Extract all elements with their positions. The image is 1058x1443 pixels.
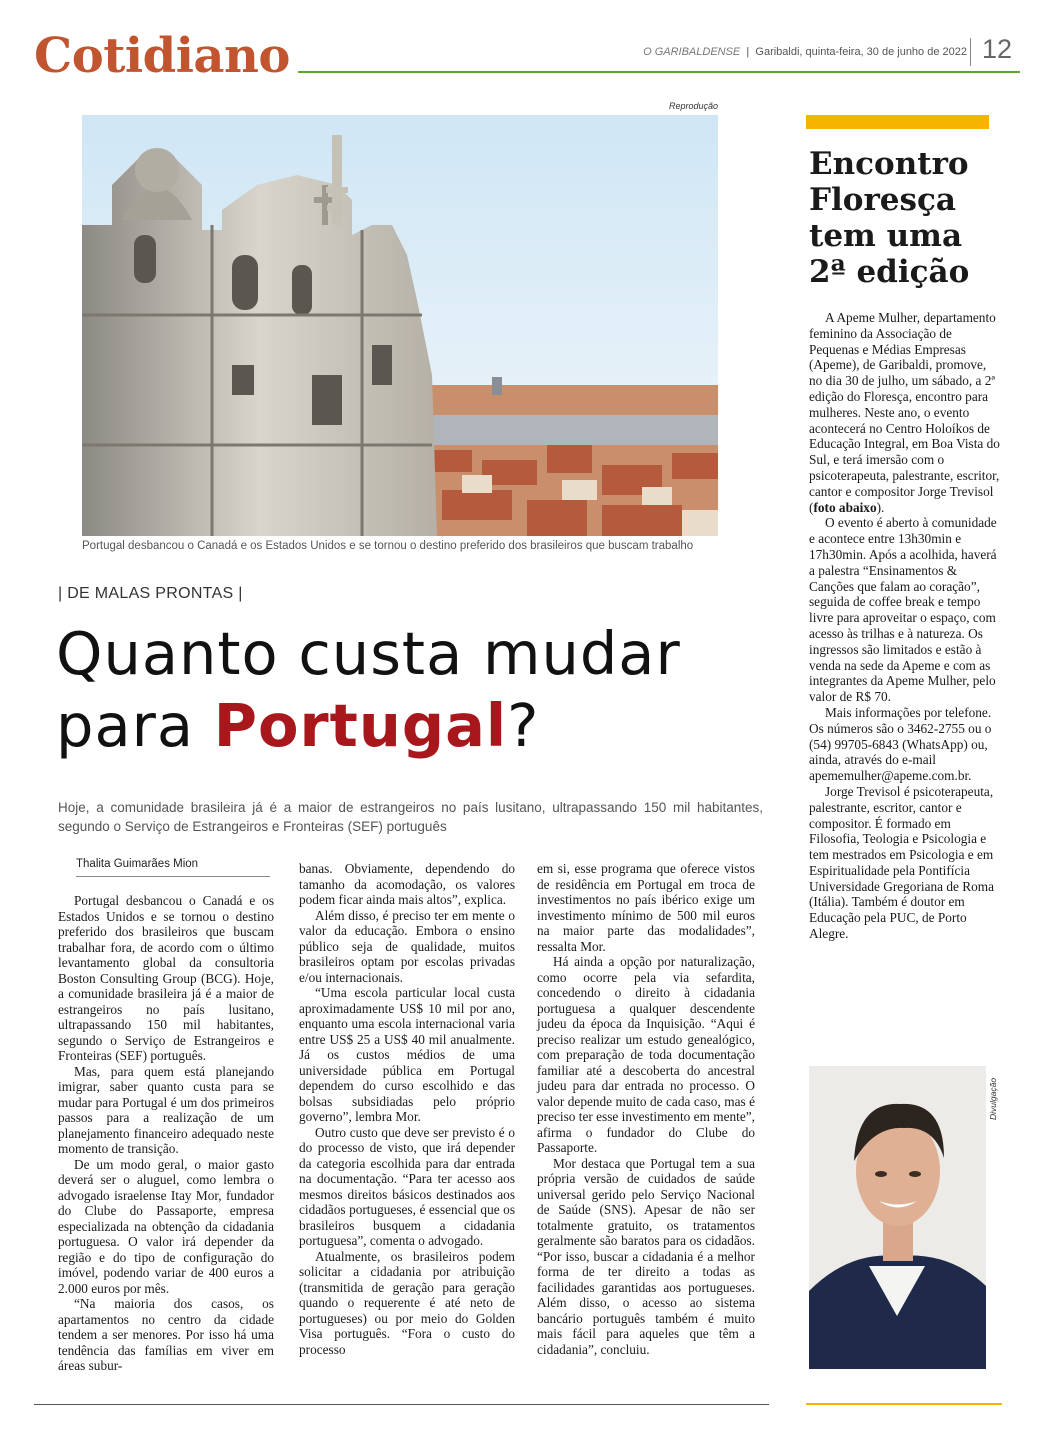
paragraph: De um modo geral, o maior gasto deverá ser o aluguel, como lembra o advogado israelense Itay Mor, fundador do Clube do Passaporte, empresa especializada na obtenção da cidadania portuguesa. O valor irá depender da região e do tipo de configuração do imóvel, podendo variar de 400 euros a 2.000 euros por mês.: [58, 1156, 274, 1296]
paragraph: “Uma escola particular local custa aproximadamente US$ 10 mil por ano, enquanto uma escola internacional varia entre US$ 25 a US$ 40 mil anualmente. Já os custos médios de uma universidade pública em Portugal dependem do curso escolhido e das bolsas subsidiadas pelo próprio governo”, lembra Mor.: [299, 985, 515, 1124]
paragraph: Portugal desbancou o Canadá e os Estados Unidos e se tornou o destino preferido dos brasileiros que buscam trabalhar fora, de acordo com o último levantamento global da consultoria Boston Consulting Group (BCG). Hoje, a comunidade brasileira já é a maior de estrangeiros no país lusitano, ultrapassando 150 mil habitantes, segundo o Serviço de Estrangeiros e Fronteiras (SEF) português.: [58, 893, 274, 1063]
byline: Thalita Guimarães Mion: [76, 858, 199, 870]
article-headline: [56, 618, 756, 762]
sidebar-photo-credit: Divulgação: [988, 1077, 998, 1120]
paragraph: “Na maioria dos casos, os apartamentos no centro da cidade tendem a ser menores. Por isso há uma tendência das famílias em viver em áreas subur-: [58, 1296, 274, 1373]
church-illustration: [82, 115, 718, 536]
paragraph: em si, esse programa que oferece vistos de residência em Portugal em troca de investimentos no país ibérico exige um investimento mínimo de 500 mil euros na maior parte das modalidades”, ressalta Mor.: [537, 861, 755, 954]
masthead-separator: |: [743, 46, 753, 58]
portrait-illustration: [809, 1066, 986, 1369]
article-column-3: [537, 861, 755, 1357]
masthead: [555, 46, 967, 58]
sidebar-body: [809, 310, 1000, 942]
article-standfirst: Hoje, a comunidade brasileira já é a maior de estrangeiros no país lusitano, ultrapassando 150 mil habitantes, segundo o Serviço de Estrangeiros e Fronteiras (SEF) português: [58, 800, 763, 834]
sidebar-p1-text: A Apeme Mulher, departamento feminino da Associação de Pequenas e Médias Empresas (Apeme), de Garibaldi, promove, no dia 30 de julho, um sábado, a 2ª edição do Floresça, encontro para mulheres. Neste ano, o evento acontecerá no Centro Holoíkos de Educação Integral, em Boa Vista do Sul, e terá imersão com o psicoterapeuta, palestrante, escritor, cantor e compositor Jorge Trevisol (: [809, 310, 1000, 515]
dateline: Garibaldi, quinta-feira, 30 de junho de 2022: [755, 46, 967, 58]
headline-line-2: [56, 690, 756, 762]
photo-caption: Portugal desbancou o Canadá e os Estados Unidos e se tornou o destino preferido dos brasileiros que buscam trabalho: [82, 540, 694, 552]
headline-question-mark: ?: [507, 691, 540, 760]
paragraph: [809, 310, 1000, 515]
paragraph: Há ainda a opção por naturalização, como ocorre pela via sefardita, concedendo o direito à cidadania portuguesa a qualquer descendente judeu da época da Inquisição. “Aqui é preciso realizar um estudo genealógico, com preparação de toda documentação familiar até a descoberta do ancestral judeu para dar entrada no processo. O valor depende muito de cada caso, mas é preciso ter esse investimento em mente”, afirma o fundador do Clube do Passaporte.: [537, 954, 755, 1155]
paragraph: O evento é aberto à comunidade e acontece entre 13h30min e 17h30min. Após a acolhida, haverá a palestra “Ensinamentos & Canções que falam ao coração”, seguida de coffee break e tempo livre para aproveitar o espaço, com acesso às trilhas e à natureza. Os ingressos são limitados e estão à venda na sede da Apeme e com as integrantes da Apeme Mulher, pelo valor de R$ 70.: [809, 515, 997, 705]
paper-name: O GARIBALDENSE: [643, 46, 741, 58]
photo-credit: Reprodução: [668, 101, 718, 111]
sidebar-accent-bar: [806, 115, 989, 129]
sidebar-title: Encontro Floresça tem uma 2ª edição: [809, 146, 970, 290]
paragraph: Além disso, é preciso ter em mente o valor da educação. Embora o ensino público seja de qualidade, muitos brasileiros optam por escolas privadas e/ou internacionais.: [299, 907, 515, 985]
headline-line-2-start: para: [56, 691, 214, 760]
paragraph: Jorge Trevisol é psicoterapeuta, palestrante, escritor, cantor e compositor. É formado em Filosofia, Teologia e Psicologia e tem mestrados em Psicologia e em Espiritualidade pela Pontifícia Universidade Gregoriana de Roma (Itália). Também é doutor em Educação pela PUC, de Porto Alegre.: [809, 783, 994, 942]
paragraph: Outro custo que deve ser previsto é o do processo de visto, que irá depender da categoria escolhida para dar entrada na documentação. “Para ter acesso aos mesmos direitos básicos destinados aos cidadãos portugueses, é essencial que os brasileiros busquem a cidadania portuguesa”, comenta o advogado.: [299, 1124, 515, 1248]
sidebar-p1-bold: foto abaixo: [813, 499, 877, 515]
section-title: Cotidiano: [34, 28, 290, 84]
headline-highlight: Portugal: [213, 691, 508, 760]
article-kicker: | DE MALAS PRONTAS |: [58, 585, 243, 602]
page-number-divider: [970, 38, 971, 66]
byline-rule: [76, 876, 270, 877]
paragraph: Atualmente, os brasileiros podem solicitar a cidadania por atribuição (transmitida de geração para geração quando o requerente é até neto de portugueses) ou por meio do Golden Visa português. “Fora o custo do processo: [299, 1248, 515, 1357]
paragraph: Mais informações por telefone. Os números são o 3462-2755 ou o (54) 99705-6843 (WhatsApp) ou, ainda, através do e-mail apememulher@apeme.com.br.: [809, 704, 992, 784]
paragraph: Mas, para quem está planejando imigrar, saber quanto custa para se mudar para Portugal é um dos primeiros passos para a realização de um planejamento financeiro adequado neste momento de transição.: [58, 1063, 274, 1156]
church-photo: [82, 115, 718, 536]
sidebar-p1-end: ).: [876, 499, 885, 515]
portrait-photo: [809, 1066, 986, 1369]
bottom-rule-accent: [806, 1403, 1002, 1405]
masthead-rule: [298, 71, 1020, 73]
page-number: 12: [982, 34, 1013, 64]
paragraph: banas. Obviamente, dependendo do tamanho da acomodação, os valores podem ficar ainda mais altos”, explica.: [299, 861, 515, 907]
headline-line-1: Quanto custa mudar: [56, 619, 681, 688]
bottom-rule: [34, 1404, 769, 1405]
paragraph: Mor destaca que Portugal tem a sua própria versão de cuidados de saúde universal gerido pelo Serviço Nacional de Saúde (SNS). Apesar de não ser totalmente gratuito, os tratamentos geralmente são baratos para os cidadãos. “Por isso, buscar a cidadania é a melhor forma de ter direito a todas as facilidades garantidas aos portugueses. Além disso, o acesso ao sistema bancário português também é muito mais fácil para aqueles que têm a cidadania”, concluiu.: [537, 1155, 755, 1357]
article-column-2: [299, 861, 515, 1357]
article-column-1: [58, 893, 274, 1374]
